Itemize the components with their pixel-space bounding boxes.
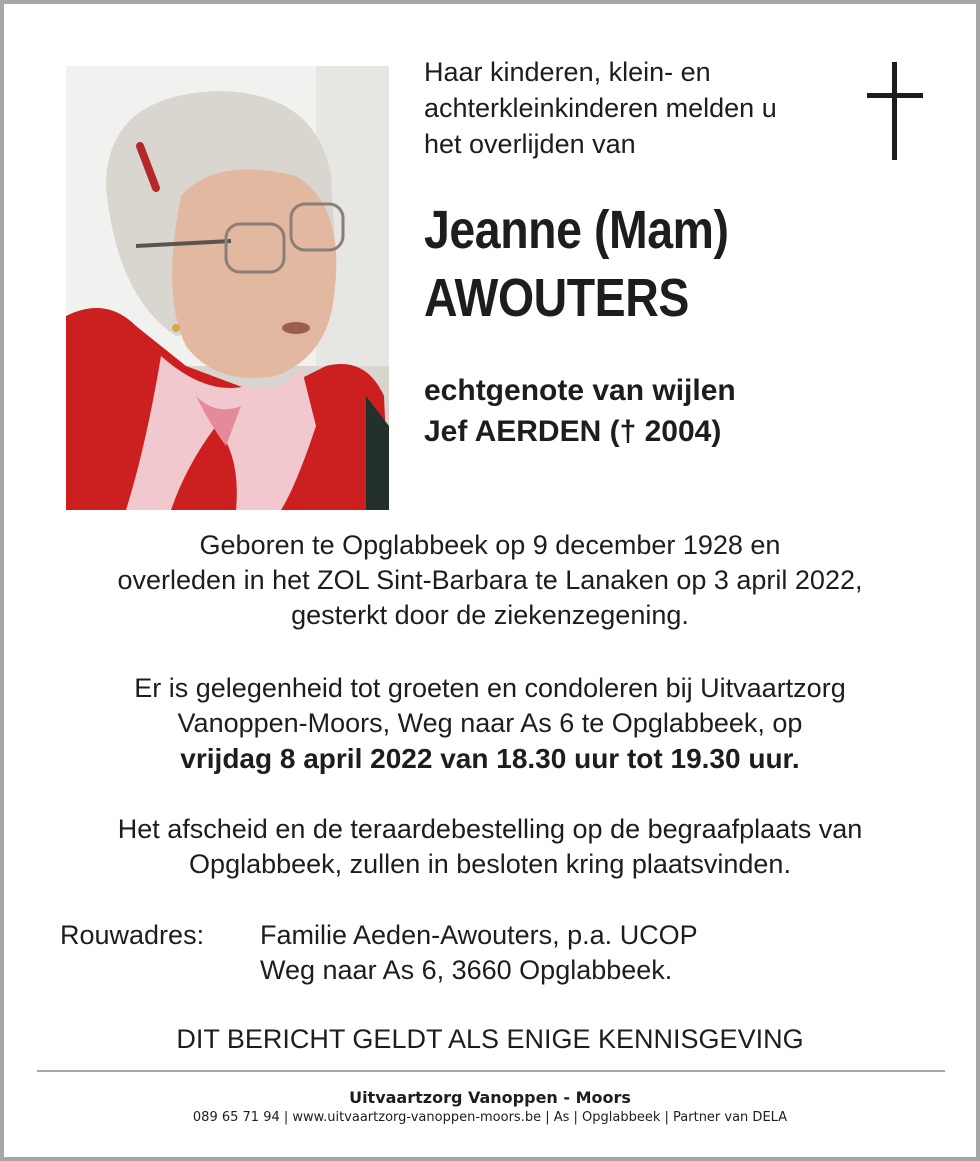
text-line: Geboren te Opglabbeek op 9 december 1928 en: [199, 530, 781, 560]
text-line: Er is gelegenheid tot groeten en condoleren bij Uitvaartzorg: [134, 673, 846, 703]
visitation-date: vrijdag 8 april 2022 van 18.30 uur tot 19.30 uur.: [180, 743, 800, 774]
farewell-text: [4, 812, 976, 882]
intro-line: het overlijden van: [424, 129, 636, 159]
portrait-photo: [66, 66, 389, 510]
footer-company: Uitvaartzorg Vanoppen - Moors: [349, 1088, 631, 1107]
birth-death-text: [4, 528, 976, 633]
address-line: Weg naar As 6, 3660 Opglabbeek.: [260, 955, 673, 985]
text-line: Vanoppen-Moors, Weg naar As 6 te Opglabbeek, op: [177, 708, 803, 738]
portrait-illustration: [66, 66, 389, 510]
spouse-line: echtgenote van wijlen: [424, 374, 736, 407]
notice-text: DIT BERICHT GELDT ALS ENIGE KENNISGEVING: [176, 1024, 804, 1054]
intro-text: [424, 54, 854, 162]
deceased-name: [424, 196, 729, 332]
spouse-info: [424, 370, 736, 452]
address-label: Rouwadres:: [60, 920, 205, 950]
visitation-text: [4, 671, 976, 776]
intro-line: achterkleinkinderen melden u: [424, 93, 777, 123]
intro-line: Haar kinderen, klein- en: [424, 57, 711, 87]
deceased-last-name: AWOUTERS: [424, 268, 689, 328]
text-line: Het afscheid en de teraardebestelling op de begraafplaats van: [117, 814, 863, 844]
spouse-line: Jef AERDEN († 2004): [424, 415, 722, 448]
address-value: [260, 918, 698, 988]
footer-divider: [37, 1070, 945, 1072]
cross-icon: [867, 62, 923, 160]
address-line: Familie Aeden-Awouters, p.a. UCOP: [260, 920, 698, 950]
text-line: Opglabbeek, zullen in besloten kring plaatsvinden.: [189, 849, 791, 879]
text-line: gesterkt door de ziekenzegening.: [291, 600, 689, 630]
text-line: overleden in het ZOL Sint-Barbara te Lanaken op 3 april 2022,: [117, 565, 863, 595]
deceased-first-name: Jeanne (Mam): [424, 200, 729, 260]
footer-contact-info: 089 65 71 94 | www.uitvaartzorg-vanoppen-moors.be | As | Opglabbeek | Partner van DELA: [192, 1110, 788, 1125]
